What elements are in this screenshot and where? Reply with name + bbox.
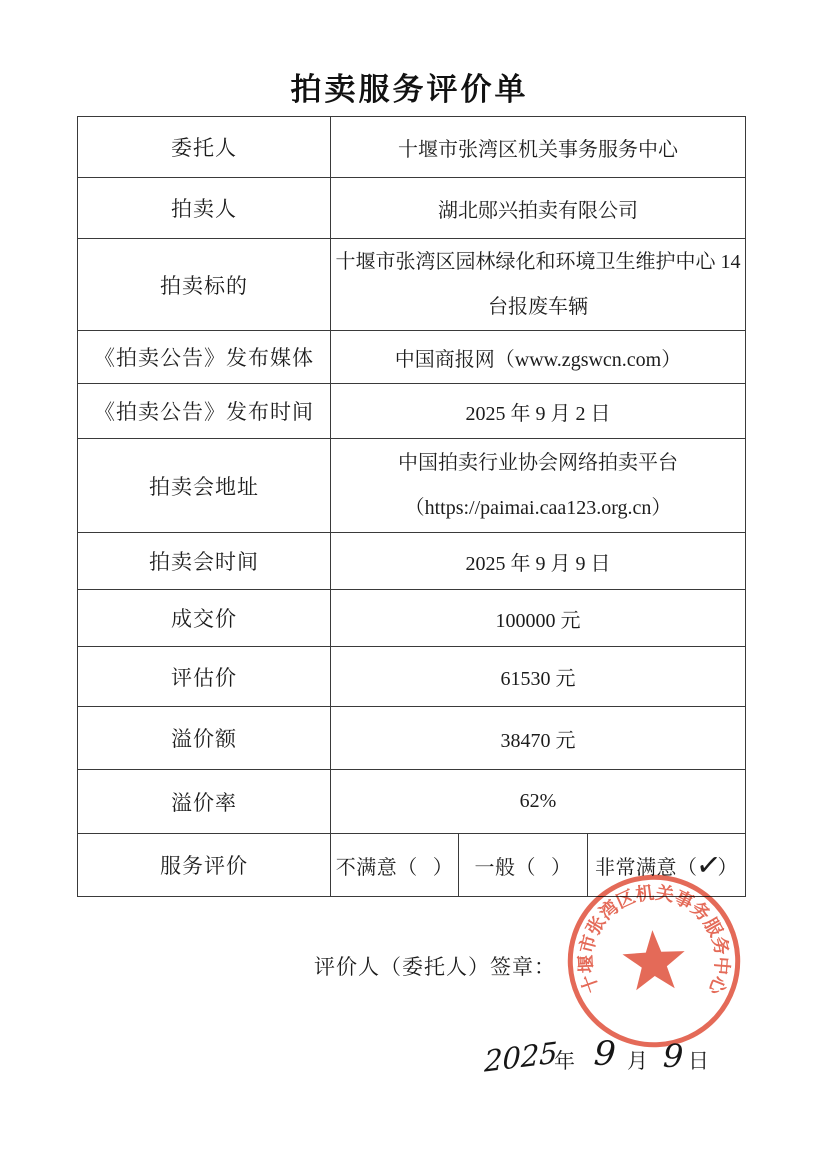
field-value: 100000 元 — [331, 590, 746, 647]
table-row — [78, 239, 746, 331]
field-value: 2025 年 9 月 2 日 — [331, 384, 746, 439]
field-label: 委托人 — [78, 117, 331, 178]
date-year-handwritten: 2025 — [483, 1035, 558, 1079]
field-value: 湖北郧兴拍卖有限公司 — [331, 178, 746, 239]
field-label: 《拍卖公告》发布媒体 — [78, 331, 331, 384]
date-month-unit: 月 — [627, 1049, 648, 1073]
field-value: 中国商报网（www.zgswcn.com） — [331, 331, 746, 384]
table-row — [78, 331, 746, 384]
field-label: 拍卖会时间 — [78, 533, 331, 590]
field-label: 溢价率 — [78, 770, 331, 834]
table-row — [78, 707, 746, 770]
option-text: ） — [551, 856, 572, 879]
option-text: 非常满意（ — [595, 856, 698, 879]
field-value: 2025 年 9 月 9 日 — [331, 533, 746, 590]
option-text: ） — [717, 856, 738, 879]
field-value: 61530 元 — [331, 647, 746, 707]
field-label: 成交价 — [78, 590, 331, 647]
evaluation-table — [77, 116, 746, 897]
seal-text: 十堰市张湾区机关事务服务中心 — [575, 882, 733, 998]
value-line: 中国拍卖行业协会网络拍卖平台 — [398, 451, 678, 474]
field-value — [331, 439, 746, 533]
option-text: ） — [432, 856, 454, 879]
date-year-unit: 年 — [554, 1049, 575, 1073]
field-label: 拍卖标的 — [78, 239, 331, 331]
field-value: 十堰市张湾区机关事务服务中心 — [331, 117, 746, 178]
field-value — [331, 239, 746, 331]
date-day-handwritten: 9 — [662, 1036, 685, 1076]
table-row — [78, 647, 746, 707]
option-text: 一般（ — [474, 856, 536, 879]
field-label: 拍卖人 — [78, 178, 331, 239]
table-row — [78, 770, 746, 834]
field-label: 拍卖会地址 — [78, 439, 331, 533]
star-icon — [621, 928, 686, 990]
table-row — [78, 439, 746, 533]
field-value: 62% — [331, 770, 746, 834]
rating-option-unsatisfied — [331, 834, 459, 897]
table-row — [78, 533, 746, 590]
field-label: 《拍卖公告》发布时间 — [78, 384, 331, 439]
date-day-unit: 日 — [688, 1049, 709, 1073]
value-line: 台报废车辆 — [488, 295, 588, 318]
option-text: 不满意（ — [335, 856, 418, 879]
value-line: （https://paimai.caa123.org.cn） — [404, 496, 672, 519]
table-row — [78, 384, 746, 439]
date-month-handwritten: 9 — [592, 1033, 618, 1075]
field-label: 服务评价 — [78, 834, 331, 897]
page-title: 拍卖服务评价单 — [290, 72, 529, 107]
field-label: 评估价 — [78, 647, 331, 707]
value-line: 十堰市张湾区园林绿化和环境卫生维护中心 14 — [335, 250, 741, 273]
official-seal — [558, 846, 749, 1056]
table-row — [78, 590, 746, 647]
table-row — [78, 117, 746, 178]
table-row — [78, 178, 746, 239]
field-value: 38470 元 — [331, 707, 746, 770]
field-label: 溢价额 — [78, 707, 331, 770]
check-mark-icon: ✓ — [693, 846, 723, 885]
signature-label: 评价人（委托人）签章： — [314, 955, 556, 979]
